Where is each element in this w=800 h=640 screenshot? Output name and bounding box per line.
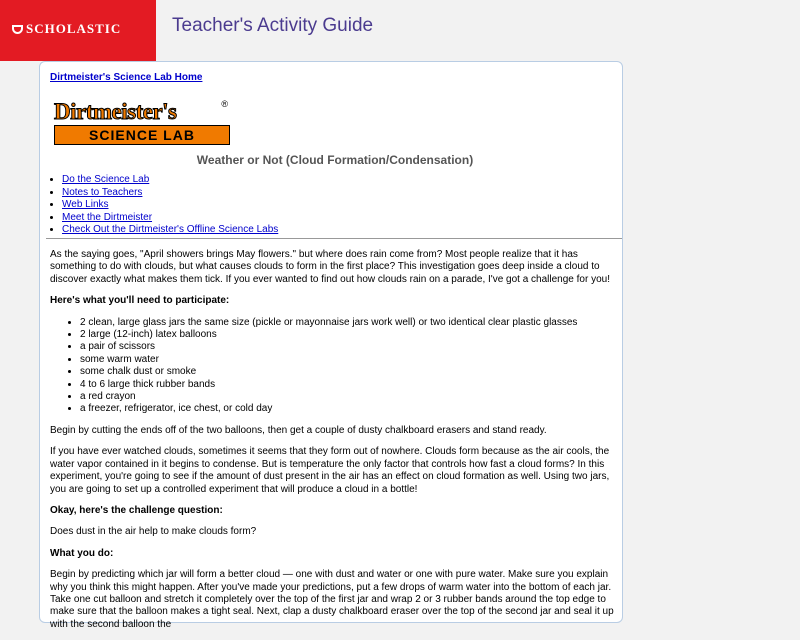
dirtmeister-logo[interactable]: [54, 99, 230, 145]
nav-link-meet-dirtmeister[interactable]: Meet the Dirtmeister: [62, 211, 153, 223]
clouds-paragraph: If you have ever watched clouds, sometimes it seems that they form out of nowhere. Clouds form because as the air cools, the water vapor contained in it begins to condense. But is temperature the only factor that controls how fast a cloud forms? In this experiment, you're going to see if the amount of dust present in the air has an effect on cloud formation as well. Using two jars, you are going to set up a controlled experiment that will produce a cloud in a bottle!: [50, 446, 610, 495]
list-item: • 2 clean, large glass jars the same size (pickle or mayonnaise jars work well) or two identical clear plastic glasses: [80, 317, 620, 329]
scholastic-mark-icon: [12, 25, 23, 34]
intro-paragraph: As the saying goes, "April showers brings May flowers." but where does rain come from? Most people realize that it has something to do with clouds, but what causes clouds to form in the first place? This investigation goes deep inside a cloud to discover exactly what makes them tick. If you ever wanted to find out how clouds rain on a parade, I've got a challenge for you!: [50, 249, 610, 285]
scholastic-logo[interactable]: [0, 0, 156, 61]
nav-item: [62, 224, 278, 237]
what-you-do-paragraph: Begin by predicting which jar will form a better cloud — one with dust and water or one with pure water. Make sure you explain why you think this might happen. After you've made your predictions, put a few drops of warm water into the bottom of each jar. Take one cut balloon and stretch it completely over the top of the first jar and wrap 2 or 3 rubber bands around the top edge to make sure that the balloon makes a tight seal. Next, clap a dusty chalkboard eraser over the top of the second jar and seal it up with the second balloon the: [50, 569, 614, 630]
nav-item: [62, 199, 278, 212]
lab-nav-list: [50, 174, 278, 237]
dirtmeister-logo-name: Dirtmeister's: [54, 99, 177, 124]
article-body: [50, 249, 620, 640]
dirtmeister-logo-lab: SCIENCE LAB: [54, 125, 230, 145]
page-title: Teacher's Activity Guide: [172, 15, 374, 36]
science-lab-home-link[interactable]: Dirtmeister's Science Lab Home: [50, 72, 203, 83]
begin-paragraph: Begin by cutting the ends off of the two balloons, then get a couple of dusty chalkboard erasers and stand ready.: [50, 424, 547, 436]
nav-item: [62, 212, 278, 225]
list-item: • a red crayon: [80, 391, 620, 403]
nav-link-offline-labs[interactable]: Check Out the Dirtmeister's Offline Science Labs: [62, 224, 279, 235]
registered-mark: ®: [221, 99, 228, 109]
materials-list: [50, 317, 620, 416]
list-item: • 2 large (12-inch) latex balloons: [80, 329, 620, 341]
list-item: • 4 to 6 large thick rubber bands: [80, 379, 620, 391]
site-header: [0, 0, 800, 61]
list-item: • a freezer, refrigerator, ice chest, or cold day: [80, 403, 620, 415]
lab-subtitle: Weather or Not (Cloud Formation/Condensation): [196, 153, 474, 167]
content-panel: [39, 61, 623, 630]
what-you-do-heading: What you do:: [50, 547, 114, 559]
nav-link-notes-to-teachers[interactable]: Notes to Teachers: [62, 186, 143, 198]
list-item: • a pair of scissors: [80, 341, 620, 353]
nav-item: [62, 174, 278, 187]
brand-name: SCHOLASTIC: [26, 21, 122, 36]
nav-link-web-links[interactable]: Web Links: [62, 199, 109, 210]
nav-link-do-science-lab[interactable]: Do the Science Lab: [62, 174, 150, 185]
scholastic-logo-text: [12, 21, 121, 37]
challenge-question: Does dust in the air help to make clouds form?: [50, 526, 257, 538]
list-item: • some chalk dust or smoke: [80, 366, 620, 378]
nav-item: [62, 187, 278, 200]
challenge-heading: Okay, here's the challenge question:: [50, 504, 223, 516]
list-item: • some warm water: [80, 354, 620, 366]
needs-heading: Here's what you'll need to participate:: [50, 295, 230, 307]
divider: [46, 238, 622, 239]
